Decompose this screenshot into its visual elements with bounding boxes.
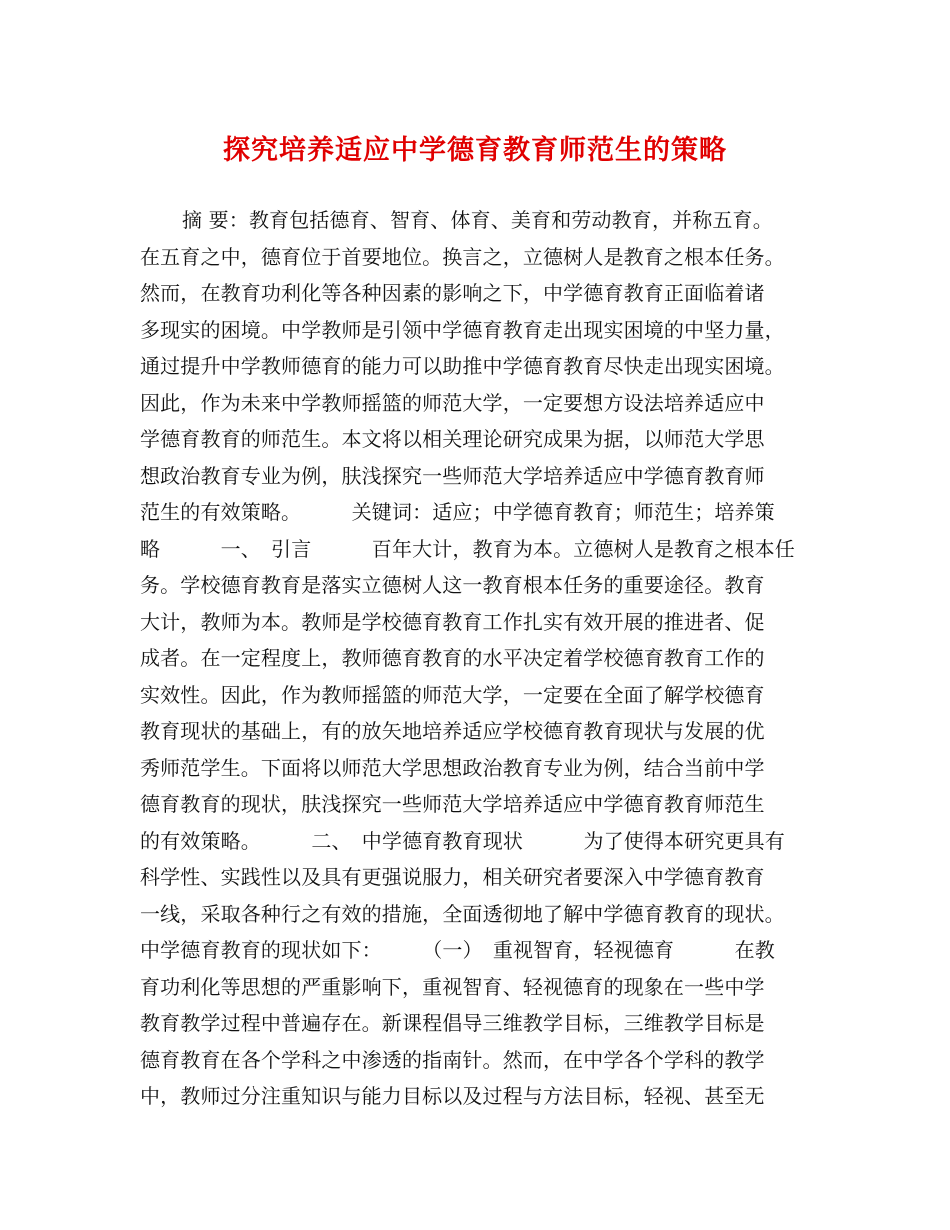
body-text-line: 然而，在教育功利化等各种因素的影响之下，中学德育教育正面临着诸 bbox=[140, 281, 765, 305]
body-text-line: 的有效策略。 二、 中学德育教育现状 为了使得本研究更具有 bbox=[140, 828, 785, 853]
document-title: 探究培养适应中学德育教育师范生的策略 bbox=[223, 135, 727, 166]
body-text-line: 大计，教师为本。教师是学校德育教育工作扎实有效开展的推进者、促 bbox=[140, 609, 765, 634]
body-text-line: 德育教育的现状，肤浅探究一些师范大学培养适应中学德育教育师范生 bbox=[140, 792, 765, 816]
body-text-line: 实效性。因此，作为教师摇篮的师范大学，一定要在全面了解学校德育 bbox=[140, 682, 765, 707]
body-text-line: 秀师范学生。下面将以师范大学思想政治教育专业为例，结合当前中学 bbox=[140, 755, 765, 780]
body-text-line: 成者。在一定程度上，教师德育教育的水平决定着学校德育教育工作的 bbox=[140, 646, 765, 670]
body-text-line: 学德育教育的师范生。本文将以相关理论研究成果为据，以师范大学思 bbox=[140, 427, 765, 451]
body-text-line: 一线，采取各种行之有效的措施，全面透彻地了解中学德育教育的现状。 bbox=[140, 901, 785, 926]
body-text-line: 中学德育教育的现状如下： （一） 重视智育，轻视德育 在教 bbox=[140, 938, 775, 962]
body-text-line: 科学性、实践性以及具有更强说服力，相关研究者要深入中学德育教育 bbox=[140, 865, 765, 889]
body-text-line: 范生的有效策略。 关键词：适应；中学德育教育；师范生；培养策 bbox=[140, 500, 775, 524]
body-text-line: 在五育之中，德育位于首要地位。换言之，立德树人是教育之根本任务。 bbox=[140, 244, 785, 269]
body-text-line: 教育教学过程中普遍存在。新课程倡导三维教学目标，三维教学目标是 bbox=[140, 1011, 765, 1035]
body-text-line: 因此，作为未来中学教师摇篮的师范大学，一定要想方设法培养适应中 bbox=[140, 390, 765, 415]
body-text-line: 略 一、 引言 百年大计，教育为本。立德树人是教育之根本任 bbox=[140, 536, 795, 561]
document-body bbox=[140, 202, 830, 1115]
body-text-line: 多现实的困境。中学教师是引领中学德育教育走出现实困境的中坚力量， bbox=[140, 317, 785, 342]
body-text-line: 务。学校德育教育是落实立德树人这一教育根本任务的重要途径。教育 bbox=[140, 573, 765, 597]
body-text-line: 育功利化等思想的严重影响下，重视智育、轻视德育的现象在一些中学 bbox=[140, 974, 765, 999]
body-text-line: 德育教育在各个学科之中渗透的指南针。然而，在中学各个学科的教学 bbox=[140, 1047, 765, 1072]
abstract-line: 摘 要：教育包括德育、智育、体育、美育和劳动教育，并称五育。 bbox=[182, 208, 773, 232]
body-text-line: 想政治教育专业为例，肤浅探究一些师范大学培养适应中学德育教育师 bbox=[140, 463, 765, 488]
body-text-line: 通过提升中学教师德育的能力可以助推中学德育教育尽快走出现实困境。 bbox=[140, 354, 785, 378]
body-text-line: 中，教师过分注重知识与能力目标以及过程与方法目标，轻视、甚至无 bbox=[140, 1084, 765, 1108]
body-text-line: 教育现状的基础上，有的放矢地培养适应学校德育教育现状与发展的优 bbox=[140, 719, 765, 743]
